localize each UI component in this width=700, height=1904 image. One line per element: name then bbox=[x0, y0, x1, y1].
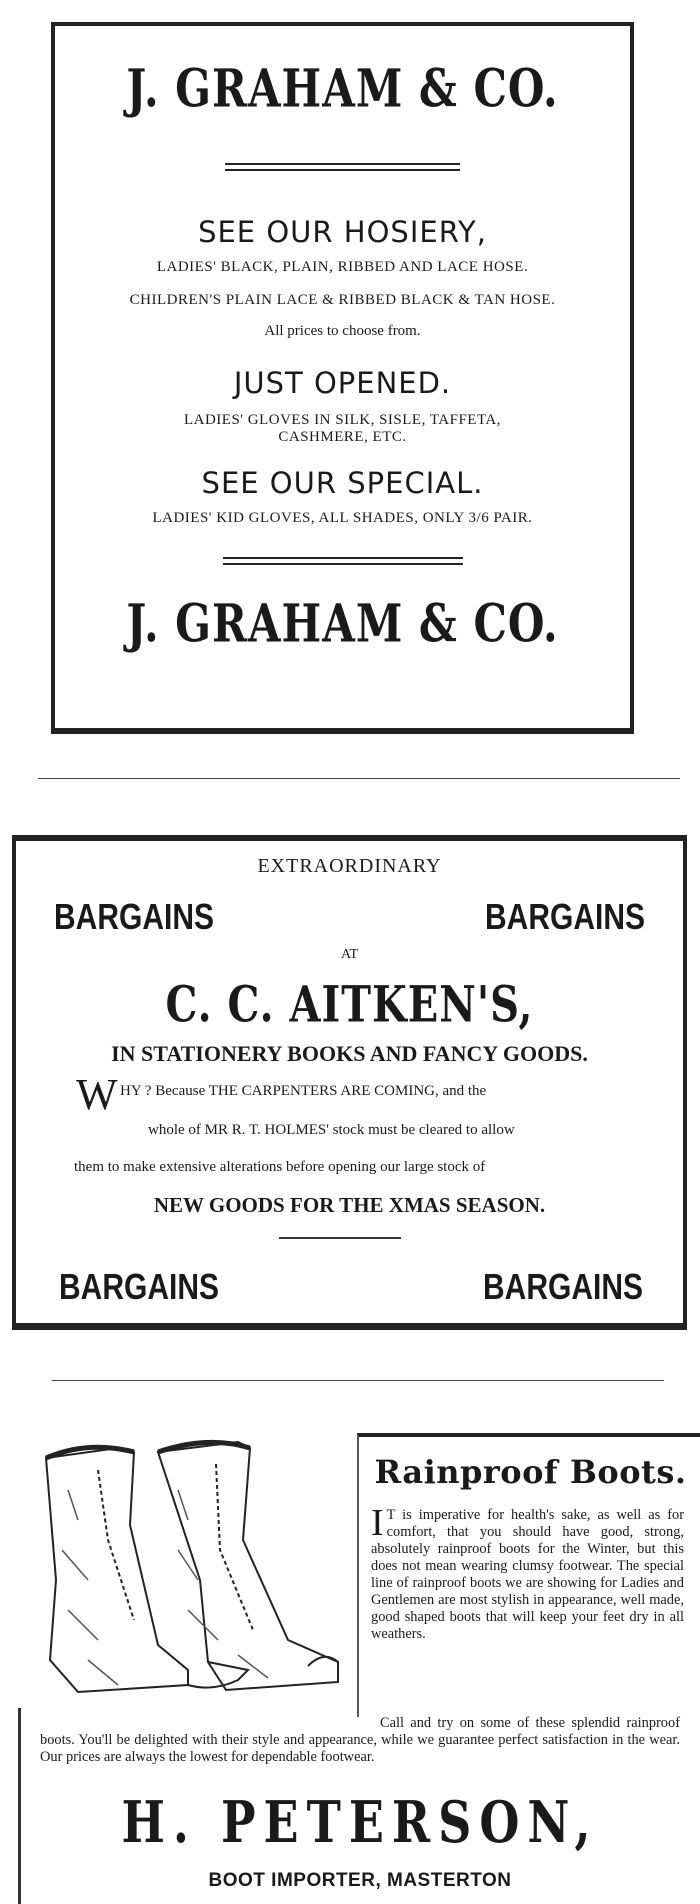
extraordinary-label: EXTRAORDINARY bbox=[257, 855, 442, 877]
prices-line: All prices to choose from. bbox=[264, 323, 421, 339]
aitken-short-rule bbox=[279, 1237, 401, 1239]
bargains-top-right: BARGAINS bbox=[484, 897, 645, 938]
rainproof-paragraph-2: Call and try on some of these splendid rainproof boots. You'll be delighted with their style and appearance, while we guarantee perfect satisfaction in the wear. Our prices are always the lowest for dependable footwear. bbox=[40, 1715, 680, 1765]
rainproof-paragraph-1 bbox=[371, 1502, 684, 1643]
graham-title-bottom: J. GRAHAM & CO. bbox=[126, 592, 559, 655]
double-rule-bottom bbox=[223, 557, 463, 565]
special-line: LADIES' KID GLOVES, ALL SHADES, ONLY 3/6 PAIR. bbox=[152, 510, 533, 526]
bargains-bottom-left: BARGAINS bbox=[59, 1267, 220, 1308]
rainproof-heading: Rainproof Boots. bbox=[374, 1453, 687, 1491]
graham-advertisement bbox=[51, 22, 634, 734]
peterson-address: BOOT IMPORTER, MASTERTON bbox=[208, 1870, 512, 1891]
at-label: AT bbox=[340, 947, 359, 962]
hosiery-line-2: CHILDREN'S PLAIN LACE & RIBBED BLACK & TAN HOSE. bbox=[129, 292, 556, 308]
aitken-shop-name: C. C. AITKEN'S, bbox=[165, 975, 534, 1034]
gloves-line-1: LADIES' GLOVES IN SILK, SISLE, TAFFETA, bbox=[183, 412, 502, 428]
bargains-top-left: BARGAINS bbox=[54, 897, 215, 938]
boots-illustration bbox=[38, 1430, 348, 1705]
special-heading: SEE OUR SPECIAL. bbox=[201, 466, 484, 500]
rainproof-drop-cap: I bbox=[371, 1502, 384, 1544]
aitken-subtitle: IN STATIONERY BOOKS AND FANCY GOODS. bbox=[111, 1041, 588, 1066]
gloves-line-2: CASHMERE, ETC. bbox=[278, 429, 407, 445]
rainproof-boots-box bbox=[357, 1433, 700, 1717]
peterson-advertisement bbox=[0, 1370, 700, 1904]
xmas-season-line: NEW GOODS FOR THE XMAS SEASON. bbox=[153, 1193, 546, 1217]
why-drop-cap: W bbox=[76, 1070, 118, 1119]
aitken-advertisement bbox=[12, 835, 687, 1330]
double-rule-top bbox=[225, 163, 460, 171]
just-opened-heading: JUST OPENED. bbox=[233, 366, 452, 400]
why-line-1: HY ? Because THE CARPENTERS ARE COMING, and the bbox=[120, 1083, 487, 1099]
rainproof-text: T is imperative for health's sake, as well as for comfort, that you should have good, strong, absolutely rainproof boots for the Winter, but this does not mean wearing clumsy footwear. The special line of rainproof boots we are showing for Ladies and Gentlemen are most stylish in appearance, well made, good shaped boots that will keep your feet dry in all weathers. bbox=[371, 1507, 684, 1642]
why-line-3: them to make extensive alterations before opening our large stock of bbox=[74, 1159, 486, 1175]
hosiery-heading: SEE OUR HOSIERY, bbox=[198, 215, 487, 249]
peterson-name: H. PETERSON, bbox=[121, 1788, 599, 1856]
hosiery-line-1: LADIES' BLACK, PLAIN, RIBBED AND LACE HOSE. bbox=[156, 259, 529, 275]
column-divider-1 bbox=[38, 778, 680, 779]
why-line-2: whole of MR R. T. HOLMES' stock must be cleared to allow bbox=[148, 1122, 515, 1138]
graham-title-top: J. GRAHAM & CO. bbox=[126, 57, 559, 120]
bargains-bottom-right: BARGAINS bbox=[482, 1267, 643, 1308]
